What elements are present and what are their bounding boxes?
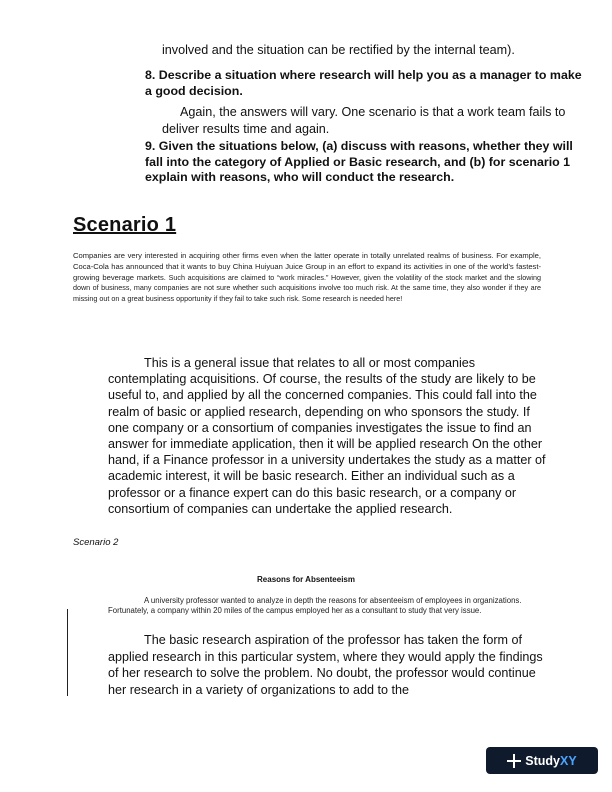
margin-change-bar (67, 609, 68, 696)
plus-icon (507, 754, 521, 768)
scenario-1-heading: Scenario 1 (73, 214, 177, 236)
question-9 (145, 139, 585, 186)
scenario-1-description-main: Companies are very interested in acquiring other firms even when the latter operate in totally unrelated realms of business. For example, Coca-Cola has announced that it wants to buy China Huiyuan Juice Group in an effort to expand its activities in one of the world’s fastest-growing beverage markets. (73, 251, 541, 282)
scenario-2-answer: The basic research aspiration of the professor has taken the form of applied research in this particular system, where they would apply the findings of her research to solve the problem. No doubt, the professor would continue her research in a variety of organizations to add to the (108, 633, 543, 697)
studyxy-logo[interactable] (486, 747, 598, 774)
question-8 (145, 68, 585, 99)
scenario-1-description-rest: Such acquisitions are claimed to “work miracles.” However, given the volatility of the stock market and the slowing down of business, many companies are not sure whether such acquisitions involve too much risk. At the same time, they also wonder if they are missing out on a great business opportunity if they fail to take such risk. Some research is needed here! (73, 272, 541, 304)
logo-text (525, 754, 576, 768)
scenario-2-heading: Scenario 2 (73, 537, 119, 548)
question-9-number: 9. (145, 139, 156, 153)
logo-text-main: Study (525, 753, 561, 768)
scenario-1-description (73, 251, 541, 305)
logo-text-accent: XY (560, 753, 577, 768)
continuation-text: involved and the situation can be rectified by the internal team). (162, 43, 515, 57)
question-8-text: Describe a situation where research will help you as a manager to make a good decision. (145, 68, 582, 98)
question-8-number: 8. (145, 68, 156, 82)
scenario-2-description: A university professor wanted to analyze in depth the reasons for absenteeism of employees in organizations. Fortunately, a company within 20 miles of the campus employed her as a consultant to study that very issue. (108, 596, 522, 615)
scenario-2-title: Reasons for Absenteeism (257, 575, 355, 584)
scenario-1-answer: This is a general issue that relates to all or most companies contemplating acquisitions. Of course, the results of the study are likely to be useful to, and applied by all the concerned companies. This could fall into the realm of basic or applied research, depending on who sponsors the study. If one company or a consortium of companies investigates the issue to find an answer for immediate application, then it will be applied research On the other hand, if a Finance professor in a university undertakes the study as a matter of academic interest, it will be basic research. Either an individual such as a professor or a finance expert can do this basic research, or a company or consortium of companies can undertake the applied research. (108, 356, 546, 516)
question-9-text: Given the situations below, (a) discuss with reasons, whether they will fall into the category of Applied or Basic research, and (b) for scenario 1 explain with reasons, who will conduct the research. (145, 139, 573, 184)
question-8-answer: Again, the answers will vary. One scenario is that a work team fails to deliver results time and again. (162, 105, 566, 136)
